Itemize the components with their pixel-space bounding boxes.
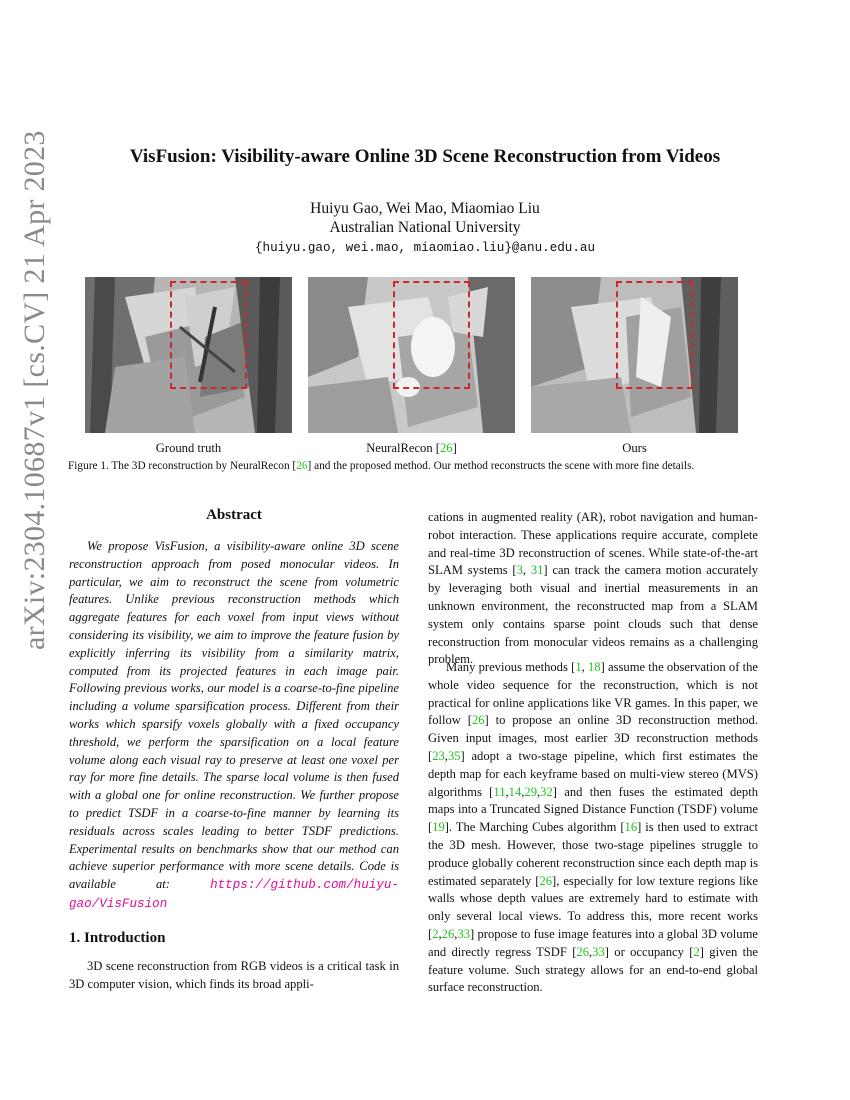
highlight-box bbox=[170, 281, 247, 389]
citation-link[interactable]: 3 bbox=[516, 563, 523, 578]
citation-link[interactable]: 26 bbox=[296, 460, 308, 472]
citation-link[interactable]: 18 bbox=[587, 660, 601, 674]
figure-panel-ground-truth bbox=[85, 277, 292, 433]
citation-link[interactable]: 35 bbox=[447, 748, 461, 763]
highlight-box bbox=[616, 281, 693, 389]
citation-link[interactable]: 26 bbox=[539, 873, 553, 888]
citation-link[interactable]: 33 bbox=[457, 926, 470, 941]
highlight-box bbox=[393, 281, 470, 389]
citation-link[interactable]: 16 bbox=[624, 820, 638, 835]
abstract-heading: Abstract bbox=[206, 507, 262, 523]
figure-panel-ours bbox=[531, 277, 738, 433]
citation-link[interactable]: 14 bbox=[508, 784, 522, 799]
citation-link[interactable]: 26 bbox=[471, 713, 485, 728]
citation-link[interactable]: 1 bbox=[575, 660, 582, 674]
introduction-paragraph-1-end: cations in augmented reality (AR), robot navigation and human-robot interaction. These applications require accurate, complete and real-time 3D reconstruction of scenes. While state-of-the-art SLAM systems [3, 31] can track the camera motion accurately by leveraging both visual and inertial measurements in an unknown environment, the reconstructed map from a SLAM system only contains sparse point clouds such that dense reconstruction from monocular videos remains as a challenging problem. bbox=[428, 510, 758, 667]
citation-link[interactable]: 26 bbox=[441, 926, 455, 941]
citation-link[interactable]: 29 bbox=[524, 784, 537, 799]
citation-link[interactable]: 26 bbox=[439, 441, 453, 455]
figure-label-neuralrecon: NeuralRecon [26] bbox=[366, 441, 457, 455]
figure-label-ground-truth: Ground truth bbox=[155, 441, 222, 455]
arxiv-identifier: arXiv:2304.10687v1 [cs.CV] 21 Apr 2023 bbox=[18, 130, 51, 650]
citation-link[interactable]: 26 bbox=[576, 944, 589, 959]
introduction-paragraph-1-start: 3D scene reconstruction from RGB videos is a critical task in 3D computer vision, which finds its broad appli- bbox=[69, 959, 399, 991]
citation-link[interactable]: 32 bbox=[540, 784, 553, 799]
citation-link[interactable]: 23 bbox=[432, 748, 445, 763]
code-link[interactable]: https://github.com/huiyu-gao/VisFusion bbox=[69, 878, 399, 911]
introduction-heading: 1. Introduction bbox=[69, 930, 166, 946]
citation-link[interactable]: 2 bbox=[432, 926, 439, 941]
paper-authors: Huiyu Gao, Wei Mao, Miaomiao Liu bbox=[310, 200, 540, 217]
figure-caption: Figure 1. The 3D reconstruction by NeuralRecon [26] and the proposed method. Our method reconstructs the scene with more fine details. bbox=[68, 460, 695, 472]
paper-title: VisFusion: Visibility-aware Online 3D Scene Reconstruction from Videos bbox=[129, 146, 721, 167]
figure-label-ours: Ours bbox=[622, 441, 647, 455]
introduction-paragraph-2: Many previous methods [1, 18] assume the observation of the whole video sequence for the reconstruction, which is not practical for online applications like VR games. In this paper, we follow [26] to propose an online 3D reconstruction method. Given input images, most earlier 3D reconstruction methods [23,35] adopt a two-stage pipeline, which first estimates the depth map for each keyframe based on multi-view stereo (MVS) algorithms [11,14,29,32] and then fuses the estimated depth maps into a Truncated Signed Distance Function (TSDF) volume [19]. The Marching Cubes algorithm [16] is then used to extract the 3D mesh. However, those two-stage pipelines struggle to produce globally coherent reconstruction since each depth map is estimated separately [26], especially for low texture regions like walls whose depth values are extremely hard to estimate with only several local views. To address this, more recent works [2,26,33] propose to fuse image features into a global 3D volume and directly regress TSDF [26,33] or occupancy [2] given the feature volume. Such strategy allows for an end-to-end global surface reconstruction. bbox=[428, 660, 759, 995]
figure-panel-neuralrecon bbox=[308, 277, 515, 433]
paper-affiliation: Australian National University bbox=[329, 219, 521, 236]
citation-link[interactable]: 31 bbox=[530, 563, 544, 578]
citation-link[interactable]: 19 bbox=[432, 820, 445, 835]
abstract-text: We propose VisFusion, a visibility-aware online 3D scene reconstruction approach from posed monocular videos. In particular, we aim to reconstruct the scene from volumetric features. Unlike previous reconstruction methods which aggregate features for each voxel from input views without considering its visibility, we aim to improve the feature fusion by explicitly inferring its visibility from a similarity matrix, computed from its projected features in each image pair. Following previous works, our model is a coarse-to-fine pipeline including a volume sparsification process. Different from their works which sparsify voxels globally with a fixed occupancy threshold, we perform the sparsification on a local feature volume along each visual ray to preserve at least one voxel per ray for more fine details. The sparse local volume is then fused with a global one for online reconstruction. We further propose to predict TSDF in a coarse-to-fine manner by learning its residuals across scales leading to better TSDF predictions. Experimental results on benchmarks show that our method can achieve superior performance with more scene details. Code is available at: https://github.com/huiyu-gao/VisFusion bbox=[69, 539, 399, 911]
citation-link[interactable]: 11 bbox=[493, 784, 506, 799]
paper-email: {huiyu.gao, wei.mao, miaomiao.liu}@anu.edu.au bbox=[254, 241, 596, 255]
citation-link[interactable]: 33 bbox=[592, 944, 605, 959]
citation-link[interactable]: 2 bbox=[693, 944, 700, 959]
